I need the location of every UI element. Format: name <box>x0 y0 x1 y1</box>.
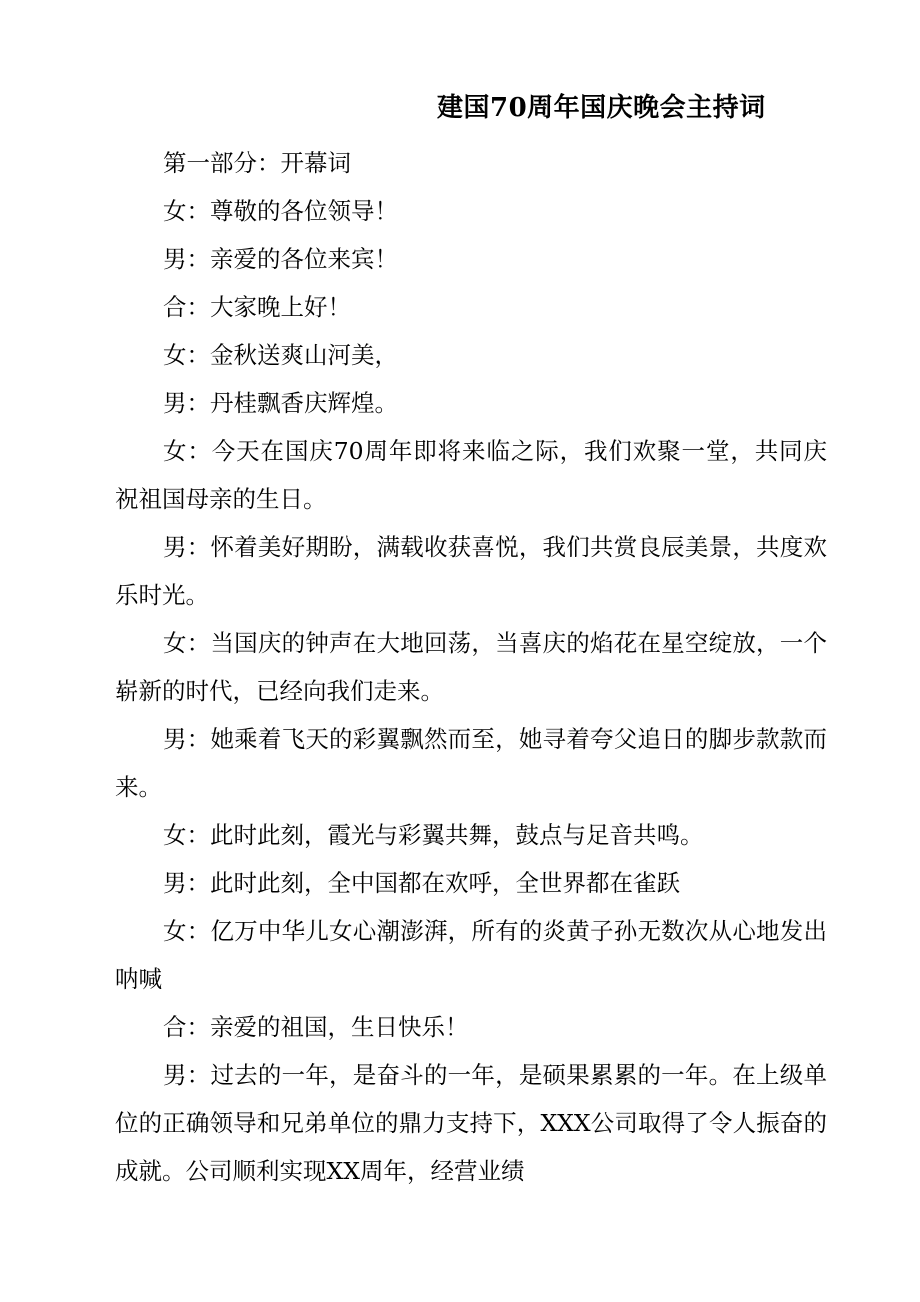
paragraph: 男：过去的一年，是奋斗的一年，是硕果累累的一年。在上级单位的正确领导和兄弟单位的鼎力支持下，XXX公司取得了令人振奋的成就。公司顺利实现XX周年，经营业绩 <box>115 1061 827 1185</box>
paragraph: 女：尊敬的各位领导！ <box>163 197 398 225</box>
paragraph: 女：当国庆的钟声在大地回荡，当喜庆的焰花在星空绽放，一个崭新的时代，已经向我们走来。 <box>115 629 827 705</box>
paragraph: 男：此时此刻，全中国都在欢呼，全世界都在雀跃 <box>163 869 680 897</box>
paragraph: 男：怀着美好期盼，满载收获喜悦，我们共赏良辰美景，共度欢乐时光。 <box>115 533 827 609</box>
paragraph: 女：亿万中华儿女心潮澎湃，所有的炎黄子孙无数次从心地发出呐喊 <box>115 917 827 993</box>
paragraph: 女：此时此刻，霞光与彩翼共舞，鼓点与足音共鸣。 <box>163 821 704 849</box>
paragraph: 男：亲爱的各位来宾！ <box>163 245 398 273</box>
paragraph: 男：丹桂飘香庆辉煌。 <box>163 389 398 417</box>
document-title: 建国70周年国庆晚会主持词 <box>437 93 766 123</box>
paragraph: 合：大家晚上好！ <box>163 293 351 321</box>
paragraph: 女：金秋送爽山河美， <box>163 341 398 369</box>
paragraph: 第一部分：开幕词 <box>163 149 351 177</box>
paragraph: 男：她乘着飞天的彩翼飘然而至，她寻着夸父追日的脚步款款而来。 <box>115 725 827 801</box>
paragraph: 女：今天在国庆70周年即将来临之际，我们欢聚一堂，共同庆祝祖国母亲的生日。 <box>115 437 827 513</box>
document-body <box>115 139 827 1195</box>
paragraph: 合：亲爱的祖国，生日快乐！ <box>163 1013 469 1041</box>
